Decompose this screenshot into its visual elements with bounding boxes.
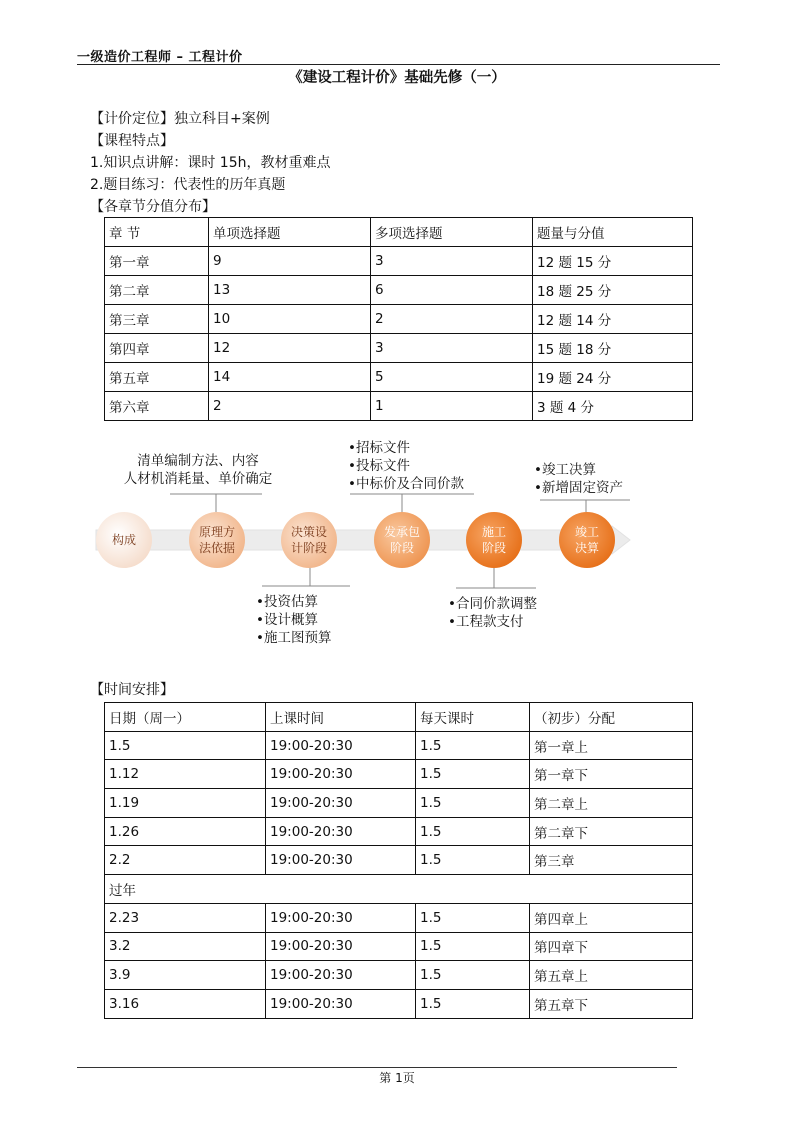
schedule-table	[104, 702, 693, 1019]
footer-divider	[77, 1067, 677, 1068]
running-header: 一级造价工程师 – 工程计价	[77, 50, 243, 65]
table-cell: 19 题 24 分	[533, 363, 693, 392]
table-cell: 第一章下	[530, 760, 693, 789]
table-cell: 3.2	[105, 932, 266, 961]
table-cell: 13	[209, 276, 371, 305]
table-cell: 1.5	[416, 731, 530, 760]
score-heading: 【各章节分值分布】	[90, 199, 216, 215]
table-cell: 第二章上	[530, 789, 693, 818]
table-cell: 18 题 25 分	[533, 276, 693, 305]
table-cell: 1.5	[105, 731, 266, 760]
table-cell: 1.5	[416, 760, 530, 789]
callout-text: 人材机消耗量、单价确定	[123, 471, 273, 487]
document-title: 《建设工程计价》基础先修（一）	[288, 70, 506, 86]
table-cell: 第五章	[105, 363, 209, 392]
table-cell: 2	[209, 392, 371, 421]
table-cell: 第三章	[105, 305, 209, 334]
callout-contracting	[348, 439, 464, 492]
table-row	[105, 363, 693, 392]
table-header-cell: 日期（周一）	[105, 703, 266, 732]
table-header-row	[105, 218, 693, 247]
node-principle	[189, 512, 245, 568]
table-cell: 6	[371, 276, 533, 305]
table-cell: 1.5	[416, 932, 530, 961]
table-cell: 1.12	[105, 760, 266, 789]
table-cell: 19:00-20:30	[266, 789, 416, 818]
table-row	[105, 731, 693, 760]
table-cell: 第二章下	[530, 817, 693, 846]
callout-text: •设计概算	[256, 612, 318, 628]
table-cell: 12 题 14 分	[533, 305, 693, 334]
callout-text: •竣工决算	[534, 462, 596, 478]
table-cell: 1.5	[416, 903, 530, 932]
table-row	[105, 817, 693, 846]
table-cell: 2.23	[105, 903, 266, 932]
callout-text: 清单编制方法、内容	[137, 453, 259, 469]
table-cell: 19:00-20:30	[266, 760, 416, 789]
node-label: 决算	[574, 541, 600, 555]
table-row	[105, 334, 693, 363]
table-cell: 19:00-20:30	[266, 989, 416, 1018]
table-cell: 12 题 15 分	[533, 247, 693, 276]
table-cell: 19:00-20:30	[266, 846, 416, 875]
page-number: 第 1页	[379, 1071, 415, 1085]
table-cell: 19:00-20:30	[266, 731, 416, 760]
feature-item-2: 2.题目练习：代表性的历年真题	[90, 177, 286, 193]
table-cell: 1.5	[416, 817, 530, 846]
table-header-cell: 每天课时	[416, 703, 530, 732]
callout-decision	[256, 593, 331, 646]
table-cell: 3.9	[105, 961, 266, 990]
table-cell: 第五章上	[530, 961, 693, 990]
table-cell: 19:00-20:30	[266, 903, 416, 932]
table-cell: 第五章下	[530, 989, 693, 1018]
table-cell: 1.5	[416, 989, 530, 1018]
node-label: 阶段	[389, 541, 415, 555]
callout-text: •工程款支付	[448, 614, 524, 630]
table-cell: 3 题 4 分	[533, 392, 693, 421]
table-header-cell: 多项选择题	[371, 218, 533, 247]
table-cell: 15 题 18 分	[533, 334, 693, 363]
table-header-cell: 上课时间	[266, 703, 416, 732]
node-label: 发承包	[383, 525, 421, 539]
table-cell: 1.19	[105, 789, 266, 818]
table-row	[105, 932, 693, 961]
table-cell: 2.2	[105, 846, 266, 875]
table-cell: 14	[209, 363, 371, 392]
table-row	[105, 760, 693, 789]
table-cell: 9	[209, 247, 371, 276]
table-row	[105, 989, 693, 1018]
node-label: 原理方	[198, 525, 236, 539]
table-cell: 3	[371, 247, 533, 276]
table-header-cell: 题量与分值	[533, 218, 693, 247]
table-cell: 3	[371, 334, 533, 363]
table-row	[105, 276, 693, 305]
callout-text: •招标文件	[348, 440, 410, 456]
table-row	[105, 961, 693, 990]
table-row	[105, 392, 693, 421]
table-cell: 第三章	[530, 846, 693, 875]
node-contracting	[374, 512, 430, 568]
table-cell: 第一章上	[530, 731, 693, 760]
table-row	[105, 247, 693, 276]
feature-item-1: 1.知识点讲解：课时 15h，教材重难点	[90, 155, 331, 171]
table-row-break	[105, 875, 693, 904]
table-header-cell: 章 节	[105, 218, 209, 247]
callout-text: •投标文件	[348, 458, 410, 474]
node-final-accounts	[559, 512, 615, 568]
node-label: 法依据	[198, 541, 236, 555]
node-construction	[466, 512, 522, 568]
table-cell: 第四章	[105, 334, 209, 363]
table-row	[105, 305, 693, 334]
callout-final	[534, 462, 623, 496]
callout-text: •施工图预算	[256, 630, 332, 646]
callout-text: •新增固定资产	[534, 480, 623, 496]
node-label: 阶段	[481, 541, 507, 555]
table-row	[105, 846, 693, 875]
positioning-line: 【计价定位】独立科目+案例	[90, 111, 270, 127]
node-decision-design	[281, 512, 337, 568]
table-cell: 19:00-20:30	[266, 932, 416, 961]
callout-principle	[124, 452, 273, 487]
table-cell: 1.5	[416, 846, 530, 875]
node-label: 竣工	[574, 525, 600, 539]
callout-construction	[448, 595, 537, 630]
table-cell: 1.5	[416, 789, 530, 818]
table-cell: 第二章	[105, 276, 209, 305]
node-label: 施工	[481, 525, 507, 539]
table-cell: 2	[371, 305, 533, 334]
table-header-row	[105, 703, 693, 732]
score-distribution-table	[104, 217, 693, 421]
flow-arrow	[96, 526, 630, 554]
table-row	[105, 789, 693, 818]
callout-text: •投资估算	[256, 594, 318, 610]
features-heading: 【课程特点】	[90, 133, 174, 149]
table-cell: 10	[209, 305, 371, 334]
callout-text: •中标价及合同价款	[348, 476, 464, 492]
schedule-heading: 【时间安排】	[90, 682, 174, 698]
table-cell: 第六章	[105, 392, 209, 421]
node-label: 决策设	[290, 525, 328, 539]
table-row	[105, 903, 693, 932]
table-cell: 1.26	[105, 817, 266, 846]
table-cell: 第四章上	[530, 903, 693, 932]
table-header-cell: 单项选择题	[209, 218, 371, 247]
node-label: 计阶段	[290, 541, 328, 555]
table-cell: 1	[371, 392, 533, 421]
node-composition	[96, 512, 152, 568]
header-divider	[77, 64, 720, 65]
table-cell: 第四章下	[530, 932, 693, 961]
table-cell: 19:00-20:30	[266, 961, 416, 990]
table-cell: 1.5	[416, 961, 530, 990]
table-cell: 19:00-20:30	[266, 817, 416, 846]
holiday-break-cell: 过年	[105, 875, 693, 904]
table-header-cell: （初步）分配	[530, 703, 693, 732]
node-label: 构成	[111, 533, 137, 547]
table-cell: 第一章	[105, 247, 209, 276]
callout-text: •合同价款调整	[448, 596, 537, 612]
table-cell: 3.16	[105, 989, 266, 1018]
table-cell: 12	[209, 334, 371, 363]
table-cell: 5	[371, 363, 533, 392]
